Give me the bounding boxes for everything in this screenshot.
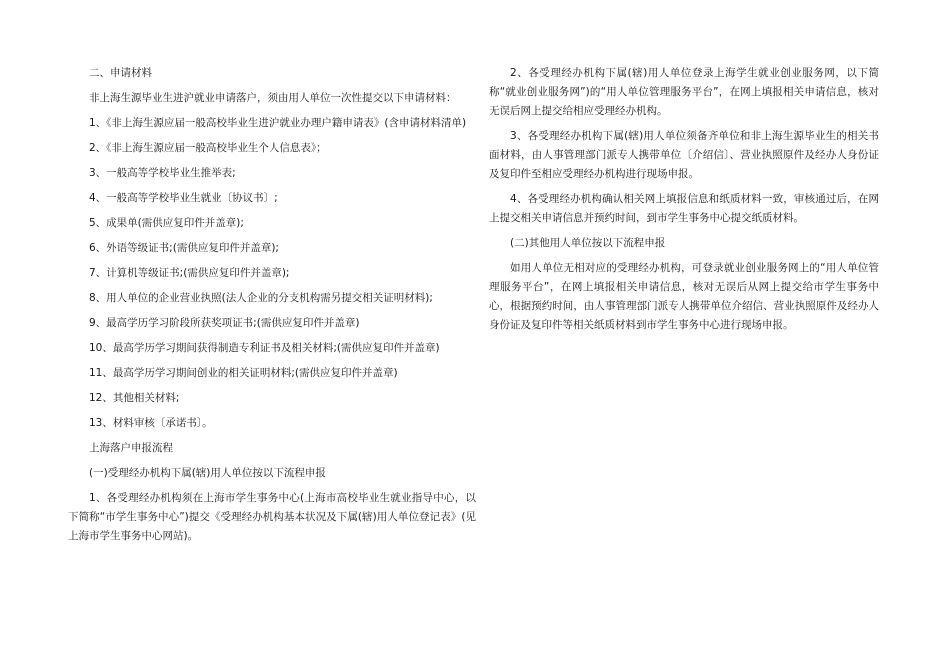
- list-item: 7、计算机等级证书;(需供应复印件并盖章);: [89, 267, 290, 279]
- body-paragraph: 如用人单位无相对应的受理经办机构，可登录就业创业服务网上的“用人单位管理服务平台”，在网上填报相关申请信息，核对无误后从网上提交给市学生事务中心，根据预约时间，由人事管理部门派专人携带单位介绍信、营业执照原件及经办人身份证及复印件等相关纸质材料到市学生事务中心进行现场申报。: [489, 262, 879, 331]
- list-item: 10、最高学历学习期间获得制造专利证书及相关材料;(需供应复印件并盖章): [89, 342, 440, 354]
- list-item: 4、一般高等学校毕业生就业〔协议书〕;: [89, 192, 278, 204]
- list-item: 2、《非上海生源应届一般高校毕业生个人信息表》；: [89, 142, 327, 154]
- list-item: 11、最高学历学习期间创业的相关证明材料;(需供应复印件并盖章): [89, 367, 398, 379]
- list-item: 1、《非上海生源应届一般高校毕业生进沪就业办理户籍申请表》(含申请材料清单): [89, 117, 467, 129]
- list-item: 5、成果单(需供应复印件并盖章);: [89, 217, 244, 229]
- list-item: 8、用人单位的企业营业执照(法人企业的分支机构需另提交相关证明材料);: [89, 292, 433, 304]
- subsection-heading: (二)其他用人单位按以下流程申报: [510, 237, 666, 249]
- list-item: 6、外语等级证书;(需供应复印件并盖章);: [89, 242, 279, 254]
- section-heading: 二、申请材料: [89, 67, 152, 79]
- section-heading: 上海落户申报流程: [89, 442, 173, 454]
- list-item: 9、最高学历学习阶段所获奖项证书;(需供应复印件并盖章): [89, 317, 360, 329]
- step-paragraph: 1、各受理经办机构须在上海市学生事务中心(上海市高校毕业生就业指导中心，以下简称“市学生事务中心”)提交《受理经办机构基本状况及下属(辖)用人单位登记表》(见上海市学生事务中心网站)。: [68, 492, 476, 542]
- right-column: [489, 64, 879, 341]
- left-column: [68, 64, 476, 552]
- intro-paragraph: 非上海生源毕业生进沪就业申请落户，须由用人单位一次性提交以下申请材料：: [89, 92, 457, 104]
- list-item: 3、一般高等学校毕业生推举表;: [89, 167, 236, 179]
- list-item: 13、材料审核〔承诺书〕。: [89, 417, 213, 429]
- subsection-heading: (一)受理经办机构下属(辖)用人单位按以下流程申报: [89, 467, 326, 479]
- list-item: 12、其他相关材料;: [89, 392, 180, 404]
- step-paragraph: 2、各受理经办机构下属(辖)用人单位登录上海学生就业创业服务网，以下简称“就业创业服务网”)的“用人单位管理服务平台”，在网上填报相关申请信息，核对无误后网上提交给相应受理经办机构。: [489, 67, 879, 117]
- step-paragraph: 4、各受理经办机构确认相关网上填报信息和纸质材料一致，审核通过后，在网上提交相关申请信息并预约时间，到市学生事务中心提交纸质材料。: [489, 193, 879, 224]
- step-paragraph: 3、各受理经办机构下属(辖)用人单位须备齐单位和非上海生源毕业生的相关书面材料，由人事管理部门派专人携带单位〔介绍信〕、营业执照原件及经办人身份证及复印件至相应受理经办机构进行现场申报。: [489, 130, 879, 180]
